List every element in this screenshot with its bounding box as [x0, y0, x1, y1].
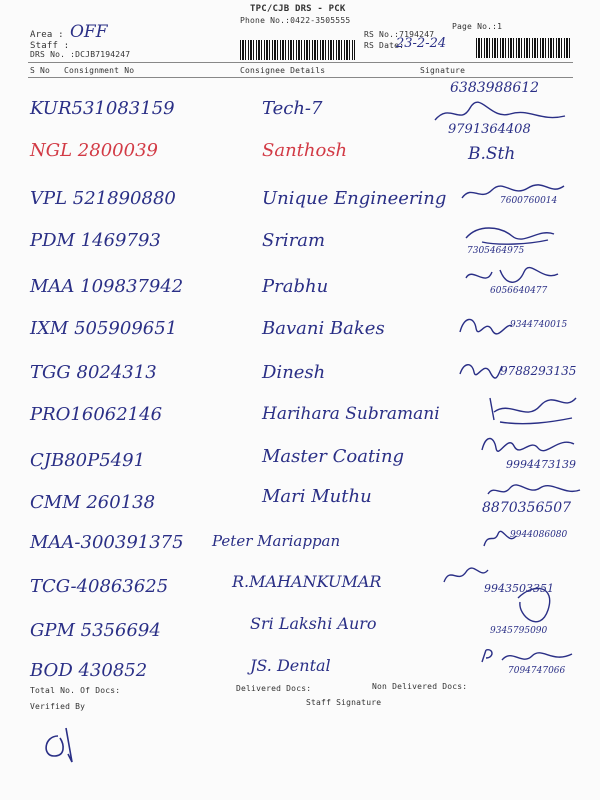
signature-mark [480, 392, 580, 432]
signature-mark [458, 180, 568, 210]
rs-number: RS No.:7194247 [364, 30, 435, 39]
phone-below: 8870356507 [482, 500, 572, 516]
phone-below: 9344740015 [510, 320, 568, 330]
consignee-name: Dinesh [262, 362, 326, 383]
signature-mark [456, 358, 506, 386]
consignee-name: Santhosh [262, 140, 348, 161]
staff-label: Staff : [30, 41, 70, 51]
consignment-no: VPL 521890880 [30, 188, 176, 209]
consignment-no: MAA 109837942 [30, 276, 184, 297]
consignment-no: CMM 260138 [30, 492, 156, 513]
consignee-name: Bavani Bakes [262, 318, 385, 339]
signature-mark [480, 528, 520, 556]
signature-mark [460, 222, 560, 252]
total-docs-label: Total No. Of Docs: [30, 686, 121, 695]
signature-mark [484, 482, 584, 506]
consignment-no: CJB80P5491 [30, 450, 146, 471]
header-rule [28, 62, 573, 63]
rs-date-value: 23-2-24 [396, 36, 447, 51]
doc-title: TPC/CJB DRS - PCK [250, 4, 346, 14]
column-rule [28, 77, 573, 78]
consignment-no: IXM 505909651 [30, 318, 178, 339]
rs-date-label: RS Date: [364, 41, 405, 50]
consignee-name: Prabhu [262, 276, 329, 297]
page-number: Page No.:1 [452, 22, 503, 31]
consignee-name: Mari Muthu [262, 486, 372, 507]
phone-below: 9943503351 [484, 582, 554, 595]
signature-mark [478, 430, 578, 462]
phone-below: 7600760014 [500, 196, 558, 206]
col-signature: Signature [420, 66, 466, 75]
consignment-no: BOD 430852 [30, 660, 148, 681]
verified-by-label: Verified By [30, 702, 86, 711]
consignee-name: Tech-7 [262, 98, 323, 119]
signature-mark [462, 264, 562, 294]
phone-below: 9944086080 [510, 530, 568, 540]
staff-signature-label: Staff Signature [306, 698, 382, 707]
delivered-docs-label: Delivered Docs: [236, 684, 312, 693]
phone-below: 9788293135 [500, 364, 577, 378]
phone-below: 7305464975 [467, 246, 525, 256]
signature-mark [456, 314, 516, 342]
consignment-no: KUR531083159 [30, 98, 175, 119]
col-sno: S No [30, 66, 51, 75]
consignee-name: Sriram [262, 230, 326, 251]
signature-text: B.Sth [468, 144, 516, 164]
consignee-name: JS. Dental [250, 656, 331, 675]
consignee-name: Peter Mariappan [212, 532, 341, 550]
consignment-no: MAA-300391375 [30, 532, 184, 553]
consignee-name: Sri Lakshi Auro [250, 614, 377, 633]
phone-below: 9994473139 [506, 458, 576, 471]
phone-number: Phone No.:0422-3505555 [240, 16, 351, 25]
verifier-signature [36, 724, 80, 772]
signature-mark [478, 646, 578, 678]
consignee-name: Harihara Subramani [262, 404, 440, 424]
consignment-no: TCG-40863625 [30, 576, 169, 597]
barcode-right [476, 38, 571, 58]
col-consignment: Consignment No [64, 66, 135, 75]
phone-above: 6383988612 [450, 80, 540, 96]
area-label: Area : [30, 30, 64, 40]
signature-mark [430, 100, 570, 132]
consignment-no: GPM 5356694 [30, 620, 161, 641]
signature-mark [438, 562, 568, 622]
consignment-no: TGG 8024313 [30, 362, 157, 383]
phone-below: 9791364408 [448, 122, 531, 137]
consignment-no: PDM 1469793 [30, 230, 161, 251]
non-delivered-docs-label: Non Delivered Docs: [372, 682, 468, 691]
area-value: OFF [70, 22, 108, 42]
barcode-left [240, 40, 355, 60]
drs-number: DRS No. :DCJB7194247 [30, 50, 131, 59]
consignment-no: PRO16062146 [30, 404, 163, 425]
consignee-name: Master Coating [262, 446, 405, 467]
consignment-no: NGL 2800039 [30, 140, 158, 161]
phone-below: 6056640477 [490, 286, 548, 296]
phone-below: 9345795090 [490, 626, 548, 636]
col-consignee: Consignee Details [240, 66, 326, 75]
phone-below: 7094747066 [508, 666, 566, 676]
consignee-name: R.MAHANKUMAR [232, 572, 382, 591]
consignee-name: Unique Engineering [262, 188, 447, 209]
